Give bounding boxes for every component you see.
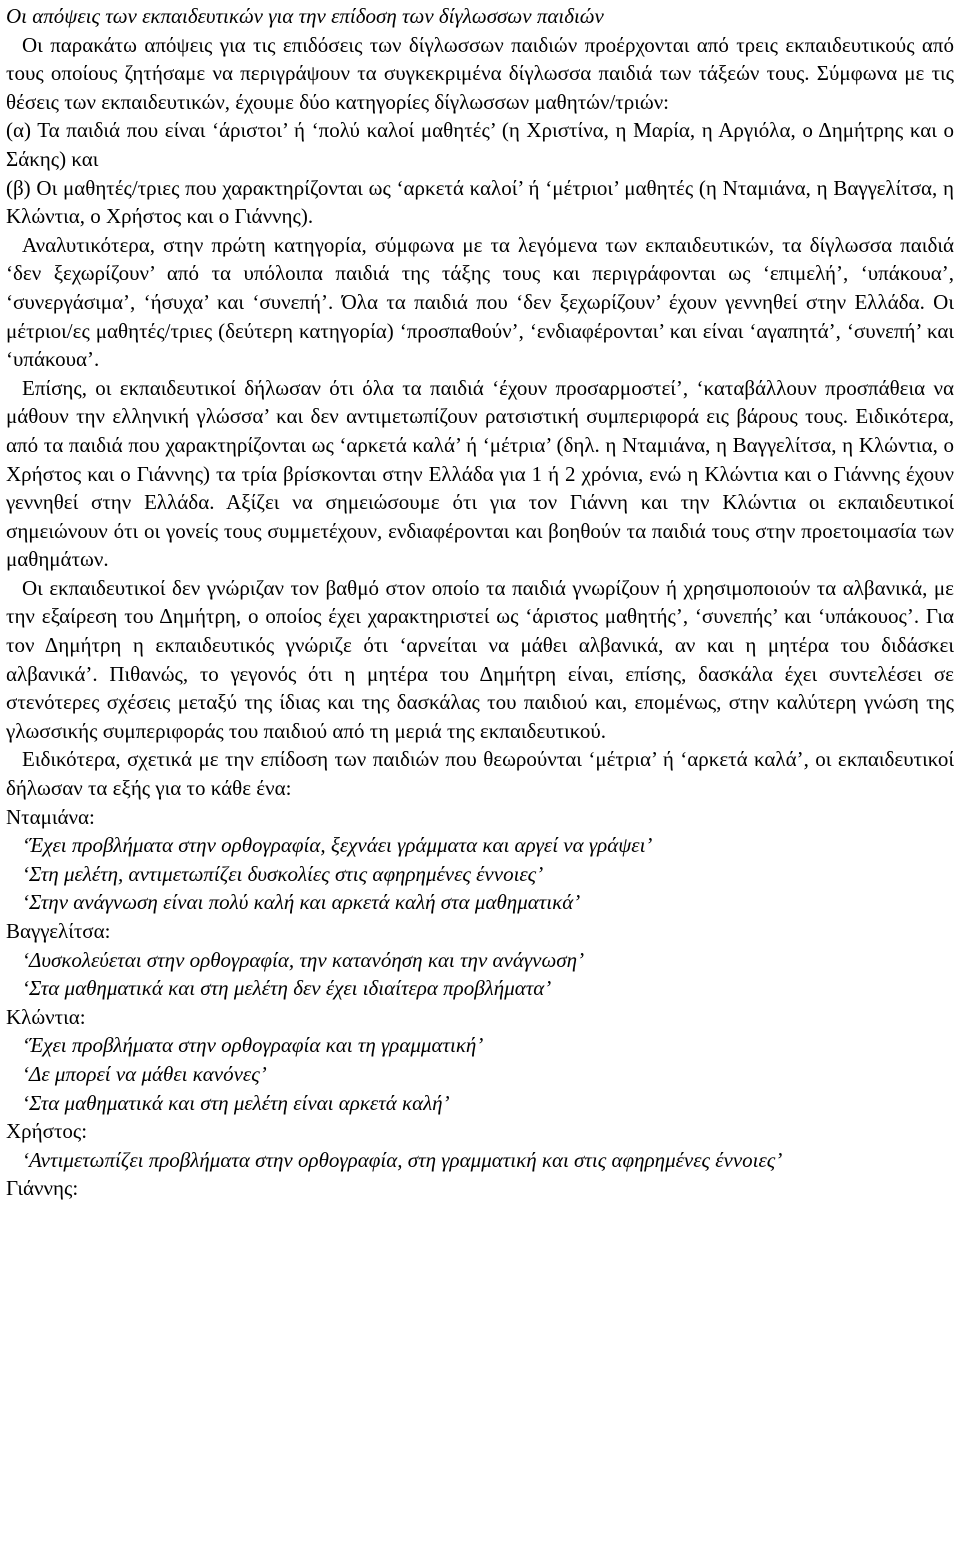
- student-quote: ‘Δυσκολεύεται στην ορθογραφία, την κατανόηση και την ανάγνωση’: [22, 947, 585, 972]
- student-name: Κλώντια:: [6, 1004, 86, 1029]
- paragraph-category-b: (β) Οι μαθητές/τριες που χαρακτηρίζονται ως ‘αρκετά καλοί’ ή ‘μέτριοι’ μαθητές (η Νταμιάνα, η Βαγγελίτσα, η Κλώντια, ο Χρήστος και ο Γιάννης).: [6, 175, 954, 229]
- student-quote: ‘Στα μαθηματικά και στη μελέτη δεν έχει ιδιαίτερα προβλήματα’: [22, 976, 552, 1001]
- student-quote: ‘Δε μπορεί να μάθει κανόνες’: [22, 1061, 267, 1086]
- paragraph-albanian: Οι εκπαιδευτικοί δεν γνώριζαν τον βαθμό στον οποίο τα παιδιά γνωρίζουν ή χρησιμοποιούν τα αλβανικά, με την εξαίρεση του Δημήτρη, ο οποίος έχει χαρακτηριστεί ως ‘άριστος μαθητής’, ‘συνεπής’ και ‘υπάκουος’. Για τον Δημήτρη η εκπαιδευτικός γνώριζε ότι ‘αρνείται να μάθει αλβανικά, αν και η μητέρα του διδάσκει αλβανικά’. Πιθανώς, το γεγονός ότι η μητέρα του Δημήτρη είναι, επίσης, δασκάλα έχει συντελέσει σε στενότερες σχέσεις μεταξύ της ίδιας και της δασκάλας του παιδιού και, επομένως, στην καλύτερη γνώση της γλωσσικής συμπεριφοράς του παιδιού από τη μεριά της εκπαιδευτικού.: [6, 575, 954, 743]
- student-quote: ‘Έχει προβλήματα στην ορθογραφία, ξεχνάει γράμματα και αργεί να γράψει’: [22, 833, 653, 858]
- student-quote: ‘Στη μελέτη, αντιμετωπίζει δυσκολίες στις αφηρημένες έννοιες’: [22, 861, 544, 886]
- student-quote: ‘Στην ανάγνωση είναι πολύ καλή και αρκετά καλή στα μαθηματικά’: [22, 890, 581, 915]
- student-name: Γιάννης:: [6, 1176, 79, 1201]
- paragraph-adaptation: Επίσης, οι εκπαιδευτικοί δήλωσαν ότι όλα τα παιδιά ‘έχουν προσαρμοστεί’, ‘καταβάλλουν προσπάθεια να μάθουν την ελληνική γλώσσα’ και δεν αντιμετωπίζουν ρατσιστική συμπεριφορά εις βάρους τους. Ειδικότερα, από τα παιδιά που χαρακτηρίζονται ως ‘αρκετά καλά’ ή ‘μέτρια’ (δηλ. η Νταμιάνα, η Βαγγελίτσα, η Κλώντια, ο Χρήστος και ο Γιάννης) τα τρία βρίσκονται στην Ελλάδα για 1 ή 2 χρόνια, ενώ η Κλώντια και ο Γιάννης έχουν γεννηθεί στην Ελλάδα. Αξίζει να σημειώσουμε ότι για τον Γιάννη και την Κλώντια οι εκπαιδευτικοί σημειώνουν ότι οι γονείς τους συμμετέχουν, ενδιαφέρονται και βοηθούν τα παιδιά τους στην προετοιμασία των μαθημάτων.: [6, 375, 954, 572]
- paragraph-category-a: (α) Τα παιδιά που είναι ‘άριστοι’ ή ‘πολύ καλοί μαθητές’ (η Χριστίνα, η Μαρία, η Αργιόλα, ο Δημήτρης και ο Σάκης) και: [6, 118, 954, 171]
- paragraph-performance-intro: Ειδικότερα, σχετικά με την επίδοση των παιδιών που θεωρούνται ‘μέτρια’ ή ‘αρκετά καλά’, οι εκπαιδευτικοί δήλωσαν τα εξής για το κάθε ένα:: [6, 747, 954, 801]
- student-quote: ‘Στα μαθηματικά και στη μελέτη είναι αρκετά καλή’: [22, 1090, 450, 1115]
- student-quote: ‘Έχει προβλήματα στην ορθογραφία και τη γραμματική’: [22, 1033, 484, 1058]
- paragraph-analysis: Αναλυτικότερα, στην πρώτη κατηγορία, σύμφωνα με τα λεγόμενα των εκπαιδευτικών, τα δίγλωσσα παιδιά ‘δεν ξεχωρίζουν’ από τα υπόλοιπα παιδιά της τάξης τους και περιγράφονται ως ‘επιμελή’, ‘υπάκουα’, ‘συνεργάσιμα’, ‘ήσυχα’ και ‘συνεπή’. Όλα τα παιδιά που ‘δεν ξεχωρίζουν’ έχουν γεννηθεί στην Ελλάδα. Οι μέτριοι/ες μαθητές/τριες (δεύτερη κατηγορία) ‘προσπαθούν’, ‘ενδιαφέρονται’ και είναι ‘αγαπητά’, ‘συνεπή’ και ‘υπάκουα’.: [6, 232, 954, 372]
- student-quote: ‘Αντιμετωπίζει προβλήματα στην ορθογραφία, στη γραμματική και στις αφηρημένες έννοιες’: [22, 1147, 783, 1172]
- paragraph-intro: Οι παρακάτω απόψεις για τις επιδόσεις των δίγλωσσων παιδιών προέρχονται από τρεις εκπαιδευτικούς από τους οποίους ζητήσαμε να περιγράψουν τα συγκεκριμένα δίγλωσσα παιδιά των τάξεών τους. Σύμφωνα με τις θέσεις των εκπαιδευτικών, έχουμε δύο κατηγορίες δίγλωσσων μαθητών/τριών:: [6, 32, 954, 114]
- student-name: Βαγγελίτσα:: [6, 919, 111, 943]
- student-name: Χρήστος:: [6, 1119, 88, 1144]
- document-title: Οι απόψεις των εκπαιδευτικών για την επίδοση των δίγλωσσων παιδιών: [6, 4, 604, 28]
- document-body: [6, 2, 954, 1203]
- student-name: Νταμιάνα:: [6, 804, 95, 829]
